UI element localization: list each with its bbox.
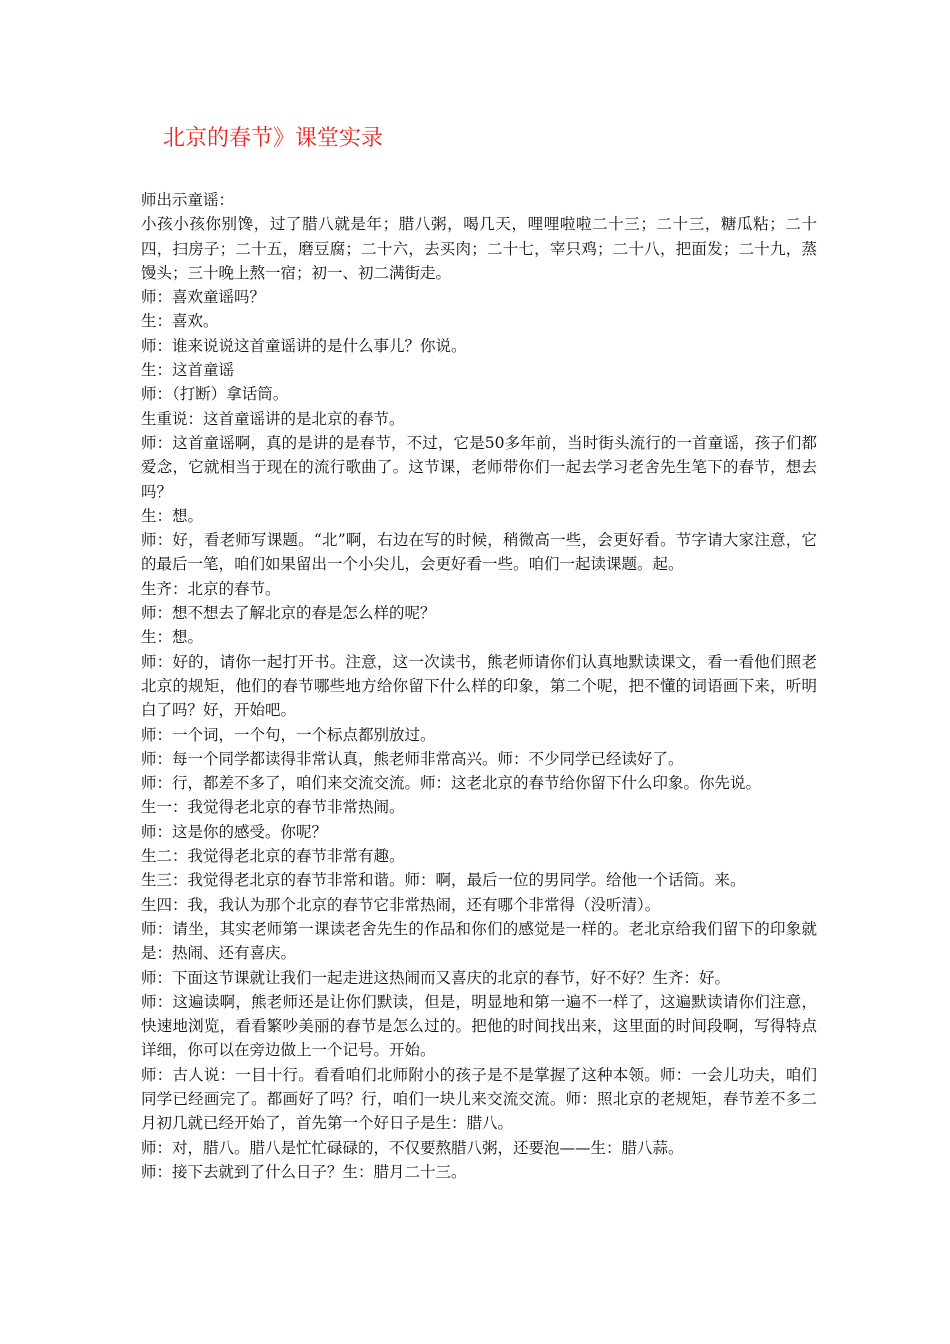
transcript-body: [141, 188, 817, 1184]
transcript-paragraph: 师：（打断）拿话筒。: [141, 385, 289, 404]
document-title: 北京的春节》课堂实录: [163, 126, 384, 151]
transcript-paragraph: 生四：我，我认为那个北京的春节它非常热闹，还有哪个非常得（没听清）。: [141, 895, 661, 914]
transcript-paragraph: 师：请坐，其实老师第一课读老舍先生的作品和你们的感觉是一样的。老北京给我们留下的印象就是：热闹、还有喜庆。: [141, 919, 817, 963]
transcript-paragraph: 师出示童谣：: [141, 191, 235, 209]
transcript-paragraph: 生：喜欢。: [141, 312, 219, 331]
transcript-paragraph: 师：谁来说说这首童谣讲的是什么事儿？你说。: [141, 336, 467, 355]
transcript-paragraph: 生：这首童谣: [141, 361, 235, 380]
transcript-paragraph: 生齐：北京的春节。: [141, 579, 281, 598]
transcript-paragraph: 师：每一个同学都读得非常认真，熊老师非常高兴。师：不少同学已经读好了。: [141, 749, 684, 768]
transcript-paragraph: 生：想。: [141, 506, 204, 525]
transcript-paragraph: 师：接下去就到了什么日子？生：腊月二十三。: [141, 1162, 467, 1181]
transcript-paragraph: 师：这是你的感受。你呢？: [141, 822, 328, 841]
transcript-paragraph: 师：好的，请你一起打开书。注意，这一次读书，熊老师请你们认真地默读课文，看一看他们照老北京的规矩，他们的春节哪些地方给你留下什么样的印象，第二个呢，把不懂的词语画下来，听明白了吗？好，开始吧。: [141, 652, 817, 720]
transcript-paragraph: 师：行，都差不多了，咱们来交流交流。师：这老北京的春节给你留下什么印象。你先说。: [141, 774, 762, 793]
transcript-paragraph: 师：下面这节课就让我们一起走进这热闹而又喜庆的北京的春节，好不好？生齐：好。: [141, 968, 731, 987]
transcript-paragraph: 生三：我觉得老北京的春节非常和谐。师：啊，最后一位的男同学。给他一个话筒。来。: [141, 871, 746, 890]
transcript-paragraph: 小孩小孩你别馋，过了腊八就是年；腊八粥，喝几天，哩哩啦啦二十三；二十三，糖瓜粘；二十四，扫房子；二十五，磨豆腐；二十六，去买肉；二十七，宰只鸡；二十八，把面发；二十九，蒸馒头；三十晚上熬一宿；初一、初二满街走。: [141, 215, 817, 282]
transcript-paragraph: 生二：我觉得老北京的春节非常有趣。: [141, 847, 405, 866]
transcript-paragraph: 师：这首童谣啊，真的是讲的是春节，不过，它是50多年前，当时街头流行的一首童谣，孩子们都爱念，它就相当于现在的流行歌曲了。这节课，老师带你们一起去学习老舍先生笔下的春节，想去吗？: [141, 433, 817, 501]
transcript-paragraph: 生一：我觉得老北京的春节非常热闹。: [141, 798, 405, 817]
transcript-paragraph: 师：对，腊八。腊八是忙忙碌碌的，不仅要熬腊八粥，还要泡——生：腊八蒜。: [141, 1138, 684, 1157]
transcript-paragraph: 师：这遍读啊，熊老师还是让你们默读，但是，明显地和第一遍不一样了，这遍默读请你们注意，快速地浏览，看看繁吵美丽的春节是怎么过的。把他的时间找出来，这里面的时间段啊，写得特点详细，你可以在旁边做上一个记号。开始。: [141, 992, 817, 1060]
transcript-paragraph: 师：好，看老师写课题。“北”啊，右边在写的时候，稍微高一些，会更好看。节字请大家注意，它的最后一笔，咱们如果留出一个小尖儿，会更好看一些。咱们一起读课题。起。: [141, 531, 817, 574]
transcript-paragraph: 师：一个词，一个句，一个标点都别放过。: [141, 725, 436, 744]
transcript-paragraph: 生重说：这首童谣讲的是北京的春节。: [141, 409, 405, 428]
transcript-paragraph: 生：想。: [141, 628, 204, 647]
transcript-paragraph: 师：古人说：一目十行。看看咱们北师附小的孩子是不是掌握了这种本领。师：一会儿功夫，咱们同学已经画完了。都画好了吗？行，咱们一块儿来交流交流。师：照北京的老规矩，春节差不多二月初几就已经开始了，首先第一个好日子是生：腊八。: [141, 1065, 817, 1133]
transcript-paragraph: 师：想不想去了解北京的春是怎么样的呢？: [141, 604, 436, 623]
transcript-paragraph: 师：喜欢童谣吗？: [141, 288, 266, 307]
